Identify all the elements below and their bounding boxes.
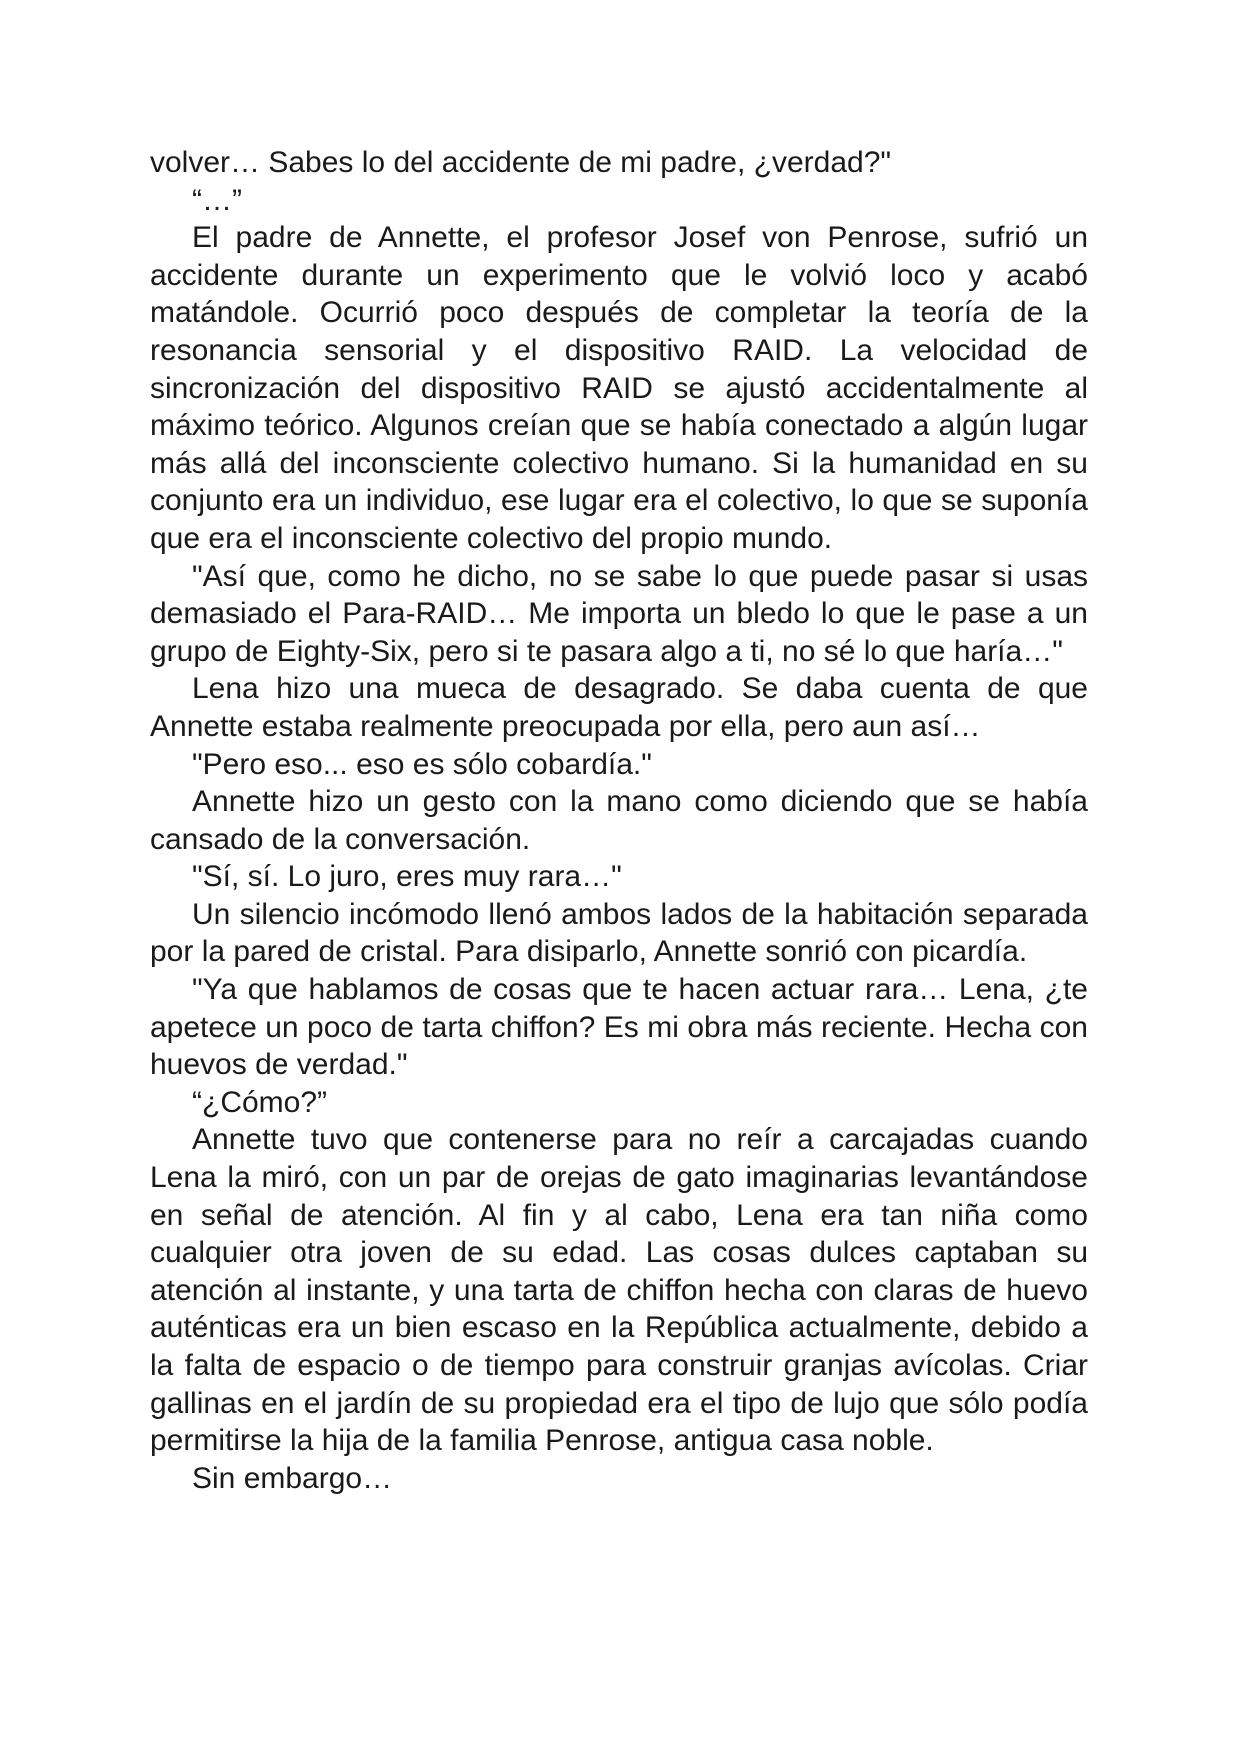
paragraph-narration-lena-grimace: Lena hizo una mueca de desagrado. Se daba cuenta de que Annette estaba realmente preocupada por ella, pero aun así… bbox=[150, 672, 1088, 743]
paragraph-dialogue-lena-cowardice: "Pero eso... eso es sólo cobardía." bbox=[192, 747, 652, 781]
paragraph-narration-cat-ears: Annette tuvo que contenerse para no reír a carcajadas cuando Lena la miró, con un par de orejas de gato imaginarias levantándose en señal de atención. Al fin y al cabo, Lena era tan niña como cualquier otra joven de su edad. Las cosas dulces captaban su atención al instante, y una tarta de chiffon hecha con claras de huevo auténticas era un bien escaso en la República actualmente, debido a la falta de espacio o de tiempo para construir granjas avícolas. Criar gallinas en el jardín de su propiedad era el tipo de lujo que sólo podía permitirse la hija de la familia Penrose, antigua casa noble. bbox=[150, 1123, 1088, 1458]
paragraph-narration-annette-gesture: Annette hizo un gesto con la mano como diciendo que se había cansado de la conversación. bbox=[150, 785, 1088, 856]
paragraph-continuation: volver… Sabes lo del accidente de mi padre, ¿verdad?" bbox=[150, 146, 892, 179]
paragraph-closing: Sin embargo… bbox=[192, 1461, 393, 1495]
document-page bbox=[150, 144, 1088, 1497]
paragraph-narration-accident: El padre de Annette, el profesor Josef von Penrose, sufrió un accidente durante un experimento que le volvió loco y acabó matándole. Ocurrió poco después de completar la teoría de la resonancia sensorial y el dispositivo RAID. La velocidad de sincronización del dispositivo RAID se ajustó accidentalmente al máximo teórico. Algunos creían que se había conectado a algún lugar más allá del inconsciente colectivo humano. Si la humanidad en su conjunto era un individuo, ese lugar era el colectivo, lo que se suponía que era el inconsciente colectivo del propio mundo. bbox=[150, 221, 1088, 555]
paragraph-dialogue-chiffon-offer: "Ya que hablamos de cosas que te hacen actuar rara… Lena, ¿te apetece un poco de tarta chiffon? Es mi obra más reciente. Hecha con huevos de verdad." bbox=[150, 973, 1088, 1082]
paragraph-dialogue-annette-weird: "Sí, sí. Lo juro, eres muy rara…" bbox=[192, 860, 622, 894]
paragraph-dialogue-annette-warning: "Así que, como he dicho, no se sabe lo que puede pasar si usas demasiado el Para-RAID… Me importa un bledo lo que le pase a un grupo de Eighty-Six, pero si te pasara algo a ti, no sé lo que haría…" bbox=[150, 559, 1088, 668]
paragraph-ellipsis-reply: “…” bbox=[192, 183, 242, 217]
paragraph-dialogue-lena-como: “¿Cómo?” bbox=[192, 1085, 328, 1119]
paragraph-narration-silence: Un silencio incómodo llenó ambos lados de la habitación separada por la pared de cristal. Para disiparlo, Annette sonrió con picardía. bbox=[150, 897, 1088, 969]
